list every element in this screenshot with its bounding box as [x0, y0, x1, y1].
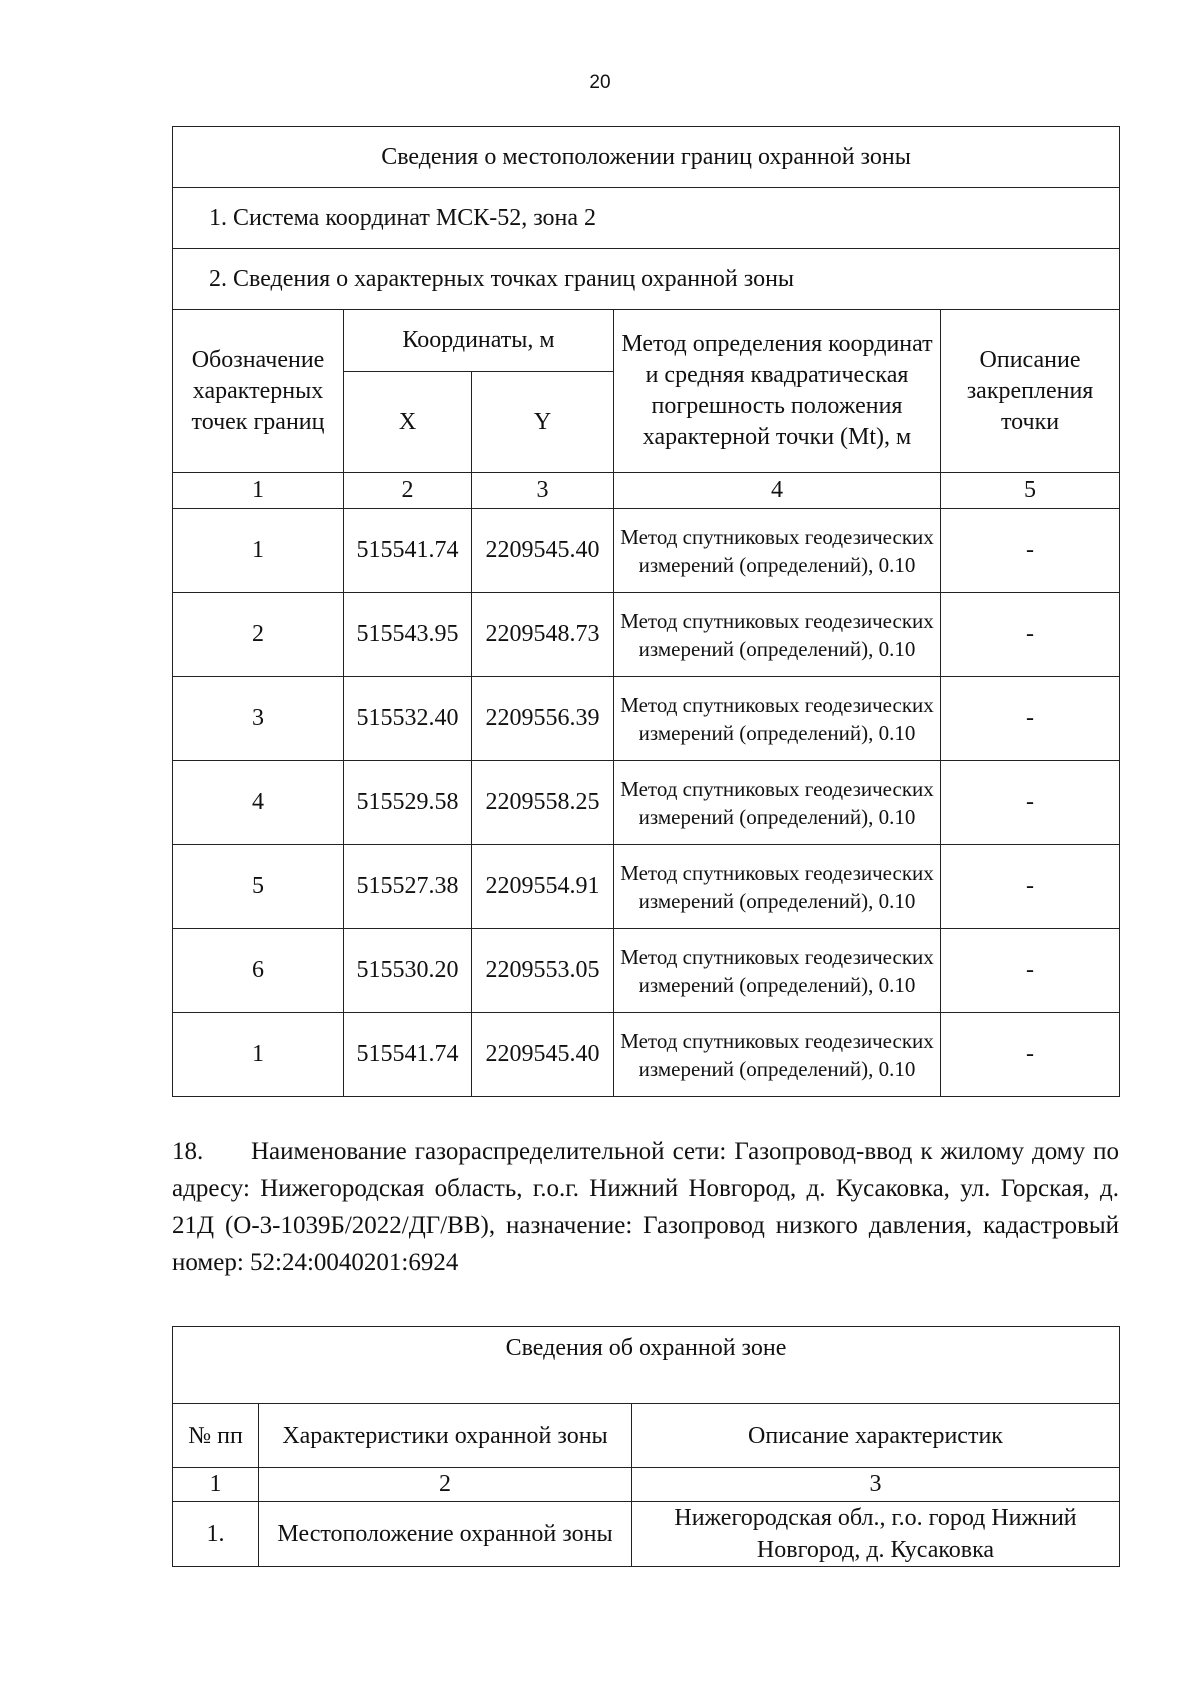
coord-y: 2209556.39 [472, 677, 614, 761]
column-numbers-row [173, 473, 1120, 509]
coord-x: 515527.38 [344, 845, 472, 929]
header-coords: Координаты, м [344, 310, 614, 372]
col-number: 5 [941, 473, 1120, 509]
method: Метод спутниковых геодезических измерений (определений), 0.10 [614, 1013, 941, 1097]
coordinate-system: 1. Система координат МСК-52, зона 2 [173, 188, 1120, 249]
col-number: 1 [173, 1468, 259, 1502]
col-number: 1 [173, 473, 344, 509]
point-id: 4 [173, 761, 344, 845]
point-id: 1 [173, 509, 344, 593]
coord-x: 515543.95 [344, 593, 472, 677]
method: Метод спутниковых геодезических измерений (определений), 0.10 [614, 929, 941, 1013]
fixing-description: - [941, 1013, 1120, 1097]
fixing-description: - [941, 929, 1120, 1013]
characteristic-description: Нижегородская обл., г.о. город Нижний Новгород, д. Кусаковка [632, 1502, 1120, 1567]
fixing-description: - [941, 845, 1120, 929]
header-description: Описание характеристик [632, 1404, 1120, 1468]
fixing-description: - [941, 509, 1120, 593]
coord-x: 515530.20 [344, 929, 472, 1013]
header-x: X [344, 372, 472, 473]
paragraph-text: Наименование газораспределительной сети: Газопровод-ввод к жилому дому по адресу: Нижегородская область, г.о.г. Нижний Новгород, д. Кусаковка, ул. Горская, д. 21Д (О-3-1039Б/2022/ДГ/ВВ), назначение: Газопровод низкого давления, кадастровый номер: 52:24:0040201:6924 [172, 1138, 1119, 1276]
fixing-description: - [941, 593, 1120, 677]
method: Метод спутниковых геодезических измерений (определений), 0.10 [614, 677, 941, 761]
page-number: 20 [589, 72, 611, 93]
col-number: 3 [632, 1468, 1120, 1502]
table-row [173, 761, 1120, 845]
boundary-points-table [172, 126, 1120, 1097]
col-number: 2 [344, 473, 472, 509]
points-title: 2. Сведения о характерных точках границ охранной зоны [173, 249, 1120, 310]
table-caption: Сведения о местоположении границ охранной зоны [173, 127, 1120, 188]
coord-y: 2209545.40 [472, 509, 614, 593]
header-y: Y [472, 372, 614, 473]
coord-y: 2209548.73 [472, 593, 614, 677]
protection-zone-table [172, 1326, 1120, 1567]
column-numbers-row [173, 1468, 1120, 1502]
fixing-description: - [941, 761, 1120, 845]
paragraph-number: 18. [172, 1138, 204, 1165]
fixing-description: - [941, 677, 1120, 761]
point-id: 5 [173, 845, 344, 929]
table-caption: Сведения об охранной зоне [173, 1327, 1120, 1404]
coord-y: 2209558.25 [472, 761, 614, 845]
point-id: 2 [173, 593, 344, 677]
table-row [173, 509, 1120, 593]
table-row [173, 1502, 1120, 1567]
header-method: Метод определения координат и средняя квадратическая погрешность положения характерной точки (Mt), м [614, 310, 941, 473]
method: Метод спутниковых геодезических измерений (определений), 0.10 [614, 761, 941, 845]
method: Метод спутниковых геодезических измерений (определений), 0.10 [614, 845, 941, 929]
table-row [173, 677, 1120, 761]
point-id: 1 [173, 1013, 344, 1097]
coord-x: 515529.58 [344, 761, 472, 845]
col-number: 4 [614, 473, 941, 509]
table-row [173, 929, 1120, 1013]
header-description: Описание закрепления точки [941, 310, 1120, 473]
coord-x: 515532.40 [344, 677, 472, 761]
header-designation: Обозначение характерных точек границ [173, 310, 344, 473]
characteristic: Местоположение охранной зоны [259, 1502, 632, 1567]
header-characteristic: Характеристики охранной зоны [259, 1404, 632, 1468]
coord-y: 2209545.40 [472, 1013, 614, 1097]
table-row [173, 593, 1120, 677]
point-id: 3 [173, 677, 344, 761]
network-paragraph [172, 1133, 1119, 1281]
coord-y: 2209554.91 [472, 845, 614, 929]
coord-y: 2209553.05 [472, 929, 614, 1013]
row-num: 1. [173, 1502, 259, 1567]
coord-x: 515541.74 [344, 509, 472, 593]
header-num: № пп [173, 1404, 259, 1468]
col-number: 3 [472, 473, 614, 509]
col-number: 2 [259, 1468, 632, 1502]
table-row [173, 845, 1120, 929]
method: Метод спутниковых геодезических измерений (определений), 0.10 [614, 593, 941, 677]
method: Метод спутниковых геодезических измерений (определений), 0.10 [614, 509, 941, 593]
table-row [173, 1013, 1120, 1097]
coord-x: 515541.74 [344, 1013, 472, 1097]
point-id: 6 [173, 929, 344, 1013]
